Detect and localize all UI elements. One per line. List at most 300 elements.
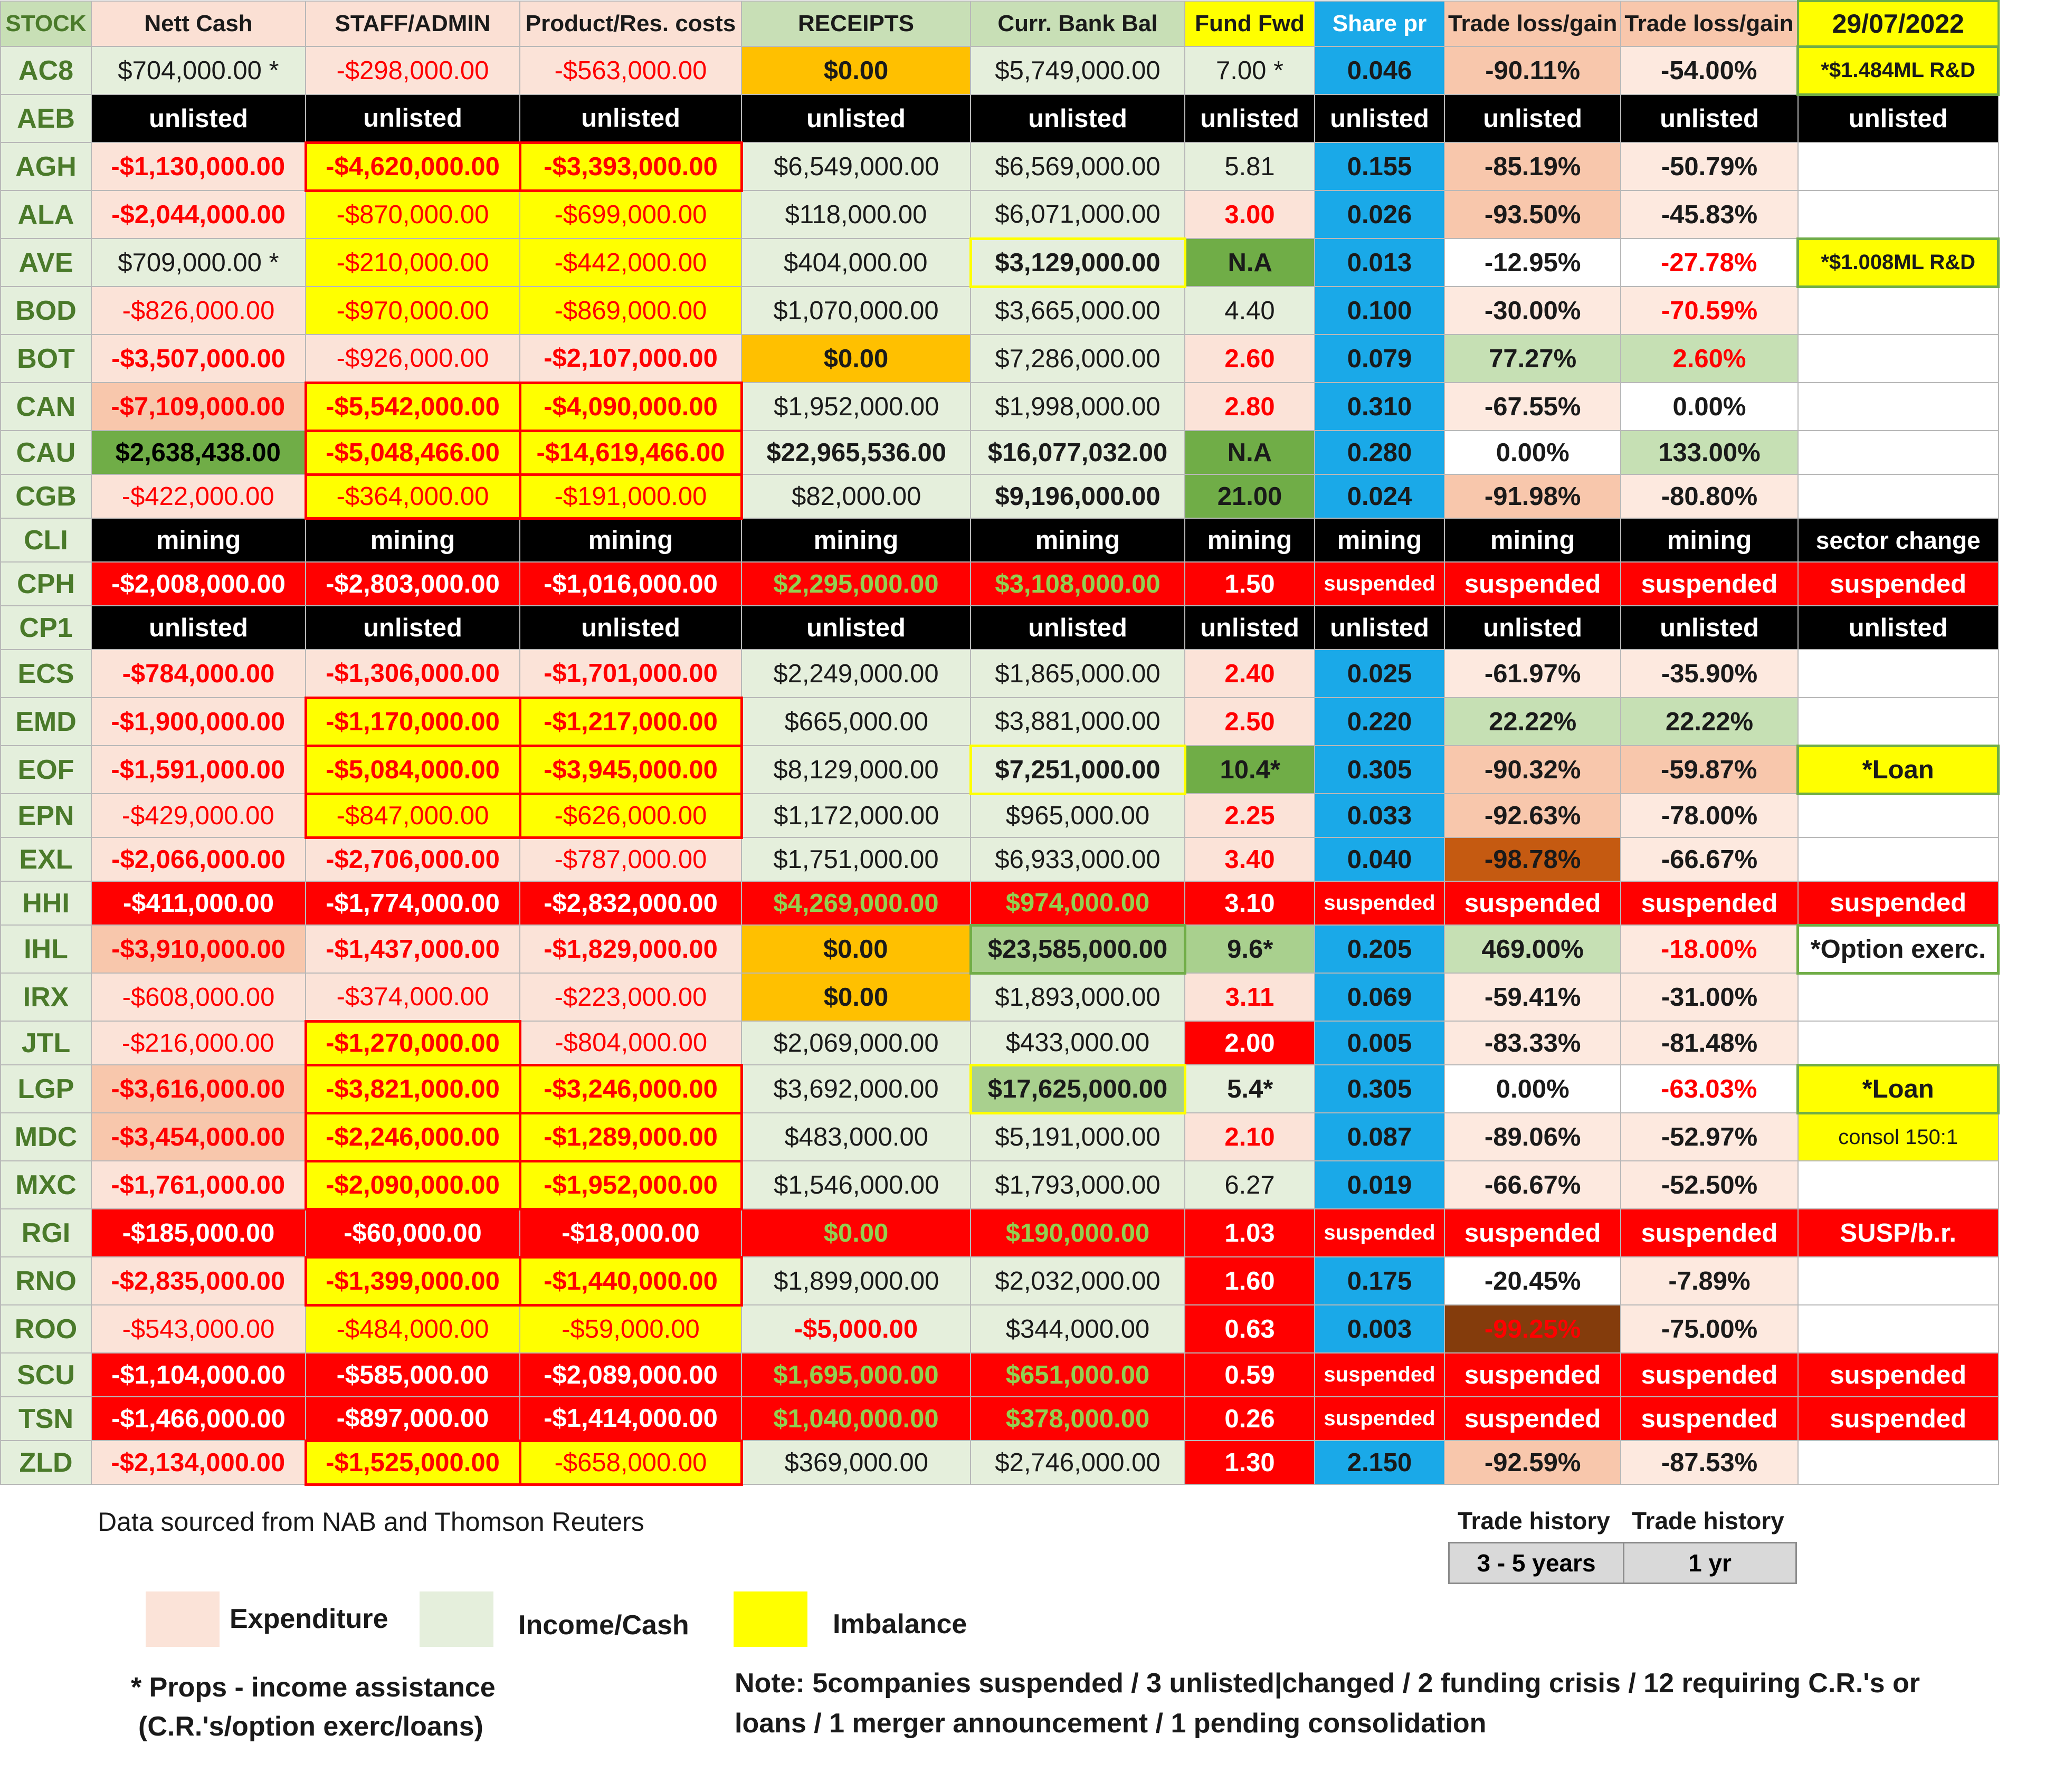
stock-code: ZLD: [1, 1441, 91, 1484]
table-row: [1, 562, 1999, 606]
data-cell: -31.00%: [1621, 973, 1797, 1021]
data-cell: -35.90%: [1621, 650, 1797, 698]
data-cell: -$1,774,000.00: [306, 881, 520, 925]
data-cell: -$784,000.00: [91, 650, 306, 698]
data-cell: unlisted: [1621, 606, 1797, 650]
data-cell: $1,070,000.00: [741, 287, 971, 335]
data-cell: -$5,542,000.00: [306, 383, 520, 431]
stock-code: AC8: [1, 46, 91, 94]
data-cell: 2.150: [1315, 1441, 1444, 1484]
data-cell: [1798, 383, 1999, 431]
data-cell: $6,549,000.00: [741, 142, 971, 190]
table-row: [1, 1257, 1999, 1305]
data-cell: $6,933,000.00: [971, 837, 1185, 881]
data-cell: unlisted: [741, 94, 971, 142]
data-cell: -$374,000.00: [306, 973, 520, 1021]
summary-line-2: loans / 1 merger announcement / 1 pending consolidation: [735, 1708, 1487, 1739]
data-cell: 0.069: [1315, 973, 1444, 1021]
data-cell: -$1,306,000.00: [306, 650, 520, 698]
stock-code: RGI: [1, 1209, 91, 1257]
stock-code: BOT: [1, 335, 91, 383]
header-cell-10: Trade loss/gain: [1621, 1, 1797, 46]
data-cell: [1798, 1441, 1999, 1484]
data-cell: $7,286,000.00: [971, 335, 1185, 383]
data-cell: 0.040: [1315, 837, 1444, 881]
data-cell: -$1,761,000.00: [91, 1161, 306, 1209]
data-cell: -$1,016,000.00: [520, 562, 741, 606]
data-cell: -80.80%: [1621, 474, 1797, 518]
stock-code: EPN: [1, 794, 91, 837]
data-cell: unlisted: [520, 606, 741, 650]
data-cell: mining: [1444, 518, 1621, 562]
data-cell: -50.79%: [1621, 142, 1797, 190]
data-cell: 0.087: [1315, 1113, 1444, 1161]
data-cell: -67.55%: [1444, 383, 1621, 431]
data-cell: $369,000.00: [741, 1441, 971, 1484]
data-cell: -98.78%: [1444, 837, 1621, 881]
data-cell: -$826,000.00: [91, 287, 306, 335]
data-cell: -$3,910,000.00: [91, 925, 306, 973]
data-cell: -$191,000.00: [520, 474, 741, 518]
legend-income-label: Income/Cash: [518, 1610, 689, 1641]
stock-code: ECS: [1, 650, 91, 698]
data-cell: suspended: [1798, 1397, 1999, 1441]
legend-expenditure-swatch: [146, 1591, 220, 1647]
data-cell: -$1,701,000.00: [520, 650, 741, 698]
data-cell: [1798, 1021, 1999, 1065]
table-row: [1, 1209, 1999, 1257]
data-cell: unlisted: [1185, 94, 1315, 142]
stock-code: CGB: [1, 474, 91, 518]
data-cell: $23,585,000.00: [971, 925, 1185, 973]
data-cell: unlisted: [1315, 606, 1444, 650]
data-cell: $2,032,000.00: [971, 1257, 1185, 1305]
table-row: [1, 650, 1999, 698]
data-cell: [1798, 142, 1999, 190]
data-cell: mining: [1185, 518, 1315, 562]
data-cell: -$847,000.00: [306, 794, 520, 837]
data-cell: 21.00: [1185, 474, 1315, 518]
data-cell: [1798, 837, 1999, 881]
data-cell: 3.11: [1185, 973, 1315, 1021]
data-cell: -52.97%: [1621, 1113, 1797, 1161]
data-cell: $1,998,000.00: [971, 383, 1185, 431]
data-cell: -$2,107,000.00: [520, 335, 741, 383]
stock-code: CP1: [1, 606, 91, 650]
data-cell: $8,129,000.00: [741, 746, 971, 794]
table-row: [1, 287, 1999, 335]
trade-history-label-1: Trade history: [1458, 1507, 1610, 1534]
data-cell: $1,546,000.00: [741, 1161, 971, 1209]
data-cell: 0.59: [1185, 1353, 1315, 1397]
data-cell: 3.00: [1185, 190, 1315, 239]
data-cell: mining: [1315, 518, 1444, 562]
data-cell: *$1.484ML R&D: [1798, 46, 1999, 94]
header-cell-8: Share pr: [1315, 1, 1444, 46]
data-cell: [1798, 794, 1999, 837]
data-cell: -$1,104,000.00: [91, 1353, 306, 1397]
data-cell: unlisted: [1444, 606, 1621, 650]
header-row: [1, 1, 1999, 46]
data-cell: 0.019: [1315, 1161, 1444, 1209]
table-row: [1, 698, 1999, 746]
data-cell: 469.00%: [1444, 925, 1621, 973]
data-cell: SUSP/b.r.: [1798, 1209, 1999, 1257]
table-row: [1, 1305, 1999, 1353]
data-cell: $5,749,000.00: [971, 46, 1185, 94]
data-cell: $190,000.00: [971, 1209, 1185, 1257]
table-row: [1, 1161, 1999, 1209]
stock-code: AVE: [1, 239, 91, 287]
data-cell: $118,000.00: [741, 190, 971, 239]
data-cell: -$869,000.00: [520, 287, 741, 335]
data-cell: -$2,706,000.00: [306, 837, 520, 881]
data-cell: -$658,000.00: [520, 1441, 741, 1484]
data-cell: suspended: [1444, 1397, 1621, 1441]
data-cell: 0.310: [1315, 383, 1444, 431]
data-cell: -$223,000.00: [520, 973, 741, 1021]
data-cell: $974,000.00: [971, 881, 1185, 925]
data-cell: $3,881,000.00: [971, 698, 1185, 746]
legend-income-swatch: [420, 1591, 493, 1647]
data-cell: $4,269,000.00: [741, 881, 971, 925]
data-cell: suspended: [1798, 562, 1999, 606]
source-note: Data sourced from NAB and Thomson Reuters: [98, 1507, 644, 1537]
data-cell: $344,000.00: [971, 1305, 1185, 1353]
data-cell: suspended: [1621, 1209, 1797, 1257]
stock-code: BOD: [1, 287, 91, 335]
data-cell: *$1.008ML R&D: [1798, 239, 1999, 287]
data-cell: -$5,000.00: [741, 1305, 971, 1353]
data-cell: unlisted: [1798, 94, 1999, 142]
data-cell: 0.026: [1315, 190, 1444, 239]
footnote-line-2: (C.R.'s/option exerc/loans): [138, 1711, 483, 1742]
data-cell: -99.25%: [1444, 1305, 1621, 1353]
stock-code: ROO: [1, 1305, 91, 1353]
data-cell: 0.013: [1315, 239, 1444, 287]
data-cell: -45.83%: [1621, 190, 1797, 239]
data-cell: -20.45%: [1444, 1257, 1621, 1305]
data-cell: -$5,048,466.00: [306, 431, 520, 474]
data-cell: 2.40: [1185, 650, 1315, 698]
data-cell: -$1,289,000.00: [520, 1113, 741, 1161]
data-cell: -66.67%: [1444, 1161, 1621, 1209]
legend-imbalance-label: Imbalance: [833, 1609, 967, 1640]
data-cell: unlisted: [1315, 94, 1444, 142]
table-row: [1, 474, 1999, 518]
data-cell: suspended: [1444, 562, 1621, 606]
data-cell: -61.97%: [1444, 650, 1621, 698]
data-cell: suspended: [1315, 881, 1444, 925]
data-cell: [1798, 431, 1999, 474]
data-cell: 0.00%: [1444, 431, 1621, 474]
table-row: [1, 383, 1999, 431]
stock-code: ALA: [1, 190, 91, 239]
data-cell: 0.63: [1185, 1305, 1315, 1353]
data-cell: -$3,246,000.00: [520, 1065, 741, 1113]
data-cell: -$1,525,000.00: [306, 1441, 520, 1484]
data-cell: sector change: [1798, 518, 1999, 562]
data-cell: -$1,440,000.00: [520, 1257, 741, 1305]
data-cell: [1798, 1161, 1999, 1209]
data-cell: 77.27%: [1444, 335, 1621, 383]
date-cell: 29/07/2022: [1798, 1, 1999, 46]
data-cell: $0.00: [741, 1209, 971, 1257]
table-row: [1, 746, 1999, 794]
data-cell: -$1,217,000.00: [520, 698, 741, 746]
trade-history-period-2: 1 yr: [1623, 1542, 1797, 1584]
data-cell: 0.155: [1315, 142, 1444, 190]
data-cell: -90.11%: [1444, 46, 1621, 94]
data-cell: -78.00%: [1621, 794, 1797, 837]
data-cell: $2,249,000.00: [741, 650, 971, 698]
data-cell: suspended: [1621, 1353, 1797, 1397]
data-cell: -$216,000.00: [91, 1021, 306, 1065]
header-cell-2: Nett Cash: [91, 1, 306, 46]
data-cell: [1798, 973, 1999, 1021]
data-cell: -59.41%: [1444, 973, 1621, 1021]
data-cell: 0.205: [1315, 925, 1444, 973]
data-cell: -27.78%: [1621, 239, 1797, 287]
data-cell: $1,899,000.00: [741, 1257, 971, 1305]
data-cell: $6,071,000.00: [971, 190, 1185, 239]
data-cell: -90.32%: [1444, 746, 1621, 794]
data-cell: $17,625,000.00: [971, 1065, 1185, 1113]
stock-code: TSN: [1, 1397, 91, 1441]
data-cell: suspended: [1798, 1353, 1999, 1397]
data-cell: 0.079: [1315, 335, 1444, 383]
data-cell: -$2,008,000.00: [91, 562, 306, 606]
data-cell: unlisted: [1185, 606, 1315, 650]
data-cell: -$3,393,000.00: [520, 142, 741, 190]
data-cell: -$442,000.00: [520, 239, 741, 287]
data-cell: $1,952,000.00: [741, 383, 971, 431]
data-cell: -83.33%: [1444, 1021, 1621, 1065]
data-cell: suspended: [1315, 1209, 1444, 1257]
data-cell: 6.27: [1185, 1161, 1315, 1209]
data-cell: 2.00: [1185, 1021, 1315, 1065]
data-cell: 0.025: [1315, 650, 1444, 698]
data-cell: -85.19%: [1444, 142, 1621, 190]
data-cell: 0.26: [1185, 1397, 1315, 1441]
data-cell: $3,108,000.00: [971, 562, 1185, 606]
summary-line-1: Note: 5companies suspended / 3 unlisted|changed / 2 funding crisis / 12 requiring C.R.'s or: [735, 1668, 1920, 1699]
data-cell: -$2,090,000.00: [306, 1161, 520, 1209]
data-cell: -18.00%: [1621, 925, 1797, 973]
table-row: [1, 1065, 1999, 1113]
data-cell: -$2,832,000.00: [520, 881, 741, 925]
table-row: [1, 239, 1999, 287]
data-cell: $16,077,032.00: [971, 431, 1185, 474]
data-cell: $483,000.00: [741, 1113, 971, 1161]
table-row: [1, 142, 1999, 190]
data-cell: unlisted: [520, 94, 741, 142]
data-cell: 0.003: [1315, 1305, 1444, 1353]
data-cell: 5.81: [1185, 142, 1315, 190]
header-cell-1: STOCK: [1, 1, 91, 46]
stock-code: CLI: [1, 518, 91, 562]
data-cell: 4.40: [1185, 287, 1315, 335]
data-cell: suspended: [1315, 1353, 1444, 1397]
data-cell: -54.00%: [1621, 46, 1797, 94]
data-cell: mining: [1621, 518, 1797, 562]
table-row: [1, 794, 1999, 837]
data-cell: -$60,000.00: [306, 1209, 520, 1257]
data-cell: $1,172,000.00: [741, 794, 971, 837]
data-cell: mining: [91, 518, 306, 562]
data-cell: 7.00 *: [1185, 46, 1315, 94]
header-cell-4: Product/Res. costs: [520, 1, 741, 46]
data-cell: 0.005: [1315, 1021, 1444, 1065]
header-cell-7: Fund Fwd: [1185, 1, 1315, 46]
data-cell: suspended: [1621, 1397, 1797, 1441]
data-cell: mining: [741, 518, 971, 562]
data-cell: -$210,000.00: [306, 239, 520, 287]
data-cell: -$970,000.00: [306, 287, 520, 335]
stock-code: MDC: [1, 1113, 91, 1161]
data-cell: $1,893,000.00: [971, 973, 1185, 1021]
data-cell: unlisted: [971, 606, 1185, 650]
data-cell: $3,129,000.00: [971, 239, 1185, 287]
data-cell: -30.00%: [1444, 287, 1621, 335]
data-cell: unlisted: [971, 94, 1185, 142]
data-cell: $709,000.00 *: [91, 239, 306, 287]
data-cell: -75.00%: [1621, 1305, 1797, 1353]
data-cell: $9,196,000.00: [971, 474, 1185, 518]
legend-expenditure-label: Expenditure: [230, 1604, 388, 1634]
data-cell: -89.06%: [1444, 1113, 1621, 1161]
data-cell: -$185,000.00: [91, 1209, 306, 1257]
data-cell: $6,569,000.00: [971, 142, 1185, 190]
data-cell: -66.67%: [1621, 837, 1797, 881]
data-cell: suspended: [1621, 562, 1797, 606]
data-cell: 2.80: [1185, 383, 1315, 431]
data-cell: 1.60: [1185, 1257, 1315, 1305]
data-cell: unlisted: [91, 94, 306, 142]
table-row: [1, 925, 1999, 973]
data-cell: suspended: [1315, 562, 1444, 606]
data-cell: *Option exerc.: [1798, 925, 1999, 973]
data-cell: -$2,246,000.00: [306, 1113, 520, 1161]
data-cell: -$2,835,000.00: [91, 1257, 306, 1305]
data-cell: unlisted: [306, 606, 520, 650]
data-cell: -63.03%: [1621, 1065, 1797, 1113]
data-cell: 0.305: [1315, 1065, 1444, 1113]
data-cell: 1.30: [1185, 1441, 1315, 1484]
data-cell: mining: [520, 518, 741, 562]
data-cell: -91.98%: [1444, 474, 1621, 518]
stock-code: JTL: [1, 1021, 91, 1065]
trade-history-period-1: 3 - 5 years: [1448, 1542, 1624, 1584]
data-cell: 3.10: [1185, 881, 1315, 925]
stock-code: CAU: [1, 431, 91, 474]
data-cell: N.A: [1185, 431, 1315, 474]
data-cell: 2.10: [1185, 1113, 1315, 1161]
data-cell: 0.046: [1315, 46, 1444, 94]
data-cell: [1798, 698, 1999, 746]
data-cell: $1,793,000.00: [971, 1161, 1185, 1209]
data-cell: $965,000.00: [971, 794, 1185, 837]
data-cell: suspended: [1798, 881, 1999, 925]
table-row: [1, 46, 1999, 94]
data-cell: suspended: [1444, 1353, 1621, 1397]
data-cell: $3,665,000.00: [971, 287, 1185, 335]
data-cell: 22.22%: [1444, 698, 1621, 746]
data-cell: $2,746,000.00: [971, 1441, 1185, 1484]
data-cell: 9.6*: [1185, 925, 1315, 973]
data-cell: unlisted: [1621, 94, 1797, 142]
data-cell: -$3,945,000.00: [520, 746, 741, 794]
stock-code: EOF: [1, 746, 91, 794]
data-cell: -$1,170,000.00: [306, 698, 520, 746]
data-cell: -92.63%: [1444, 794, 1621, 837]
stock-code: LGP: [1, 1065, 91, 1113]
data-cell: -93.50%: [1444, 190, 1621, 239]
data-cell: -$1,591,000.00: [91, 746, 306, 794]
stock-code: IHL: [1, 925, 91, 973]
data-cell: -52.50%: [1621, 1161, 1797, 1209]
data-cell: 5.4*: [1185, 1065, 1315, 1113]
data-cell: -$1,900,000.00: [91, 698, 306, 746]
data-cell: -$1,399,000.00: [306, 1257, 520, 1305]
data-cell: -$897,000.00: [306, 1397, 520, 1441]
stock-code: CPH: [1, 562, 91, 606]
table-row: [1, 1397, 1999, 1441]
data-cell: -81.48%: [1621, 1021, 1797, 1065]
data-cell: unlisted: [1798, 606, 1999, 650]
data-cell: 0.00%: [1621, 383, 1797, 431]
data-cell: mining: [306, 518, 520, 562]
data-cell: $82,000.00: [741, 474, 971, 518]
stock-code: EMD: [1, 698, 91, 746]
data-cell: N.A: [1185, 239, 1315, 287]
data-cell: [1798, 287, 1999, 335]
data-cell: -$2,134,000.00: [91, 1441, 306, 1484]
data-cell: [1798, 650, 1999, 698]
table-row: [1, 881, 1999, 925]
data-cell: 2.25: [1185, 794, 1315, 837]
data-cell: -92.59%: [1444, 1441, 1621, 1484]
data-cell: -$870,000.00: [306, 190, 520, 239]
table-row: [1, 1113, 1999, 1161]
data-cell: 0.175: [1315, 1257, 1444, 1305]
data-cell: -$626,000.00: [520, 794, 741, 837]
data-cell: 2.50: [1185, 698, 1315, 746]
table-row: [1, 1021, 1999, 1065]
data-cell: unlisted: [91, 606, 306, 650]
data-cell: -$59,000.00: [520, 1305, 741, 1353]
data-cell: -$563,000.00: [520, 46, 741, 94]
table-row: [1, 190, 1999, 239]
table-row: [1, 335, 1999, 383]
data-cell: -87.53%: [1621, 1441, 1797, 1484]
data-cell: $1,040,000.00: [741, 1397, 971, 1441]
table-row: [1, 431, 1999, 474]
table-row: [1, 518, 1999, 562]
data-cell: 0.305: [1315, 746, 1444, 794]
data-cell: 133.00%: [1621, 431, 1797, 474]
data-cell: [1798, 335, 1999, 383]
data-cell: -$4,620,000.00: [306, 142, 520, 190]
stock-code: RNO: [1, 1257, 91, 1305]
data-cell: -70.59%: [1621, 287, 1797, 335]
data-cell: -$298,000.00: [306, 46, 520, 94]
trade-history-label-2: Trade history: [1632, 1507, 1784, 1534]
data-cell: unlisted: [306, 94, 520, 142]
data-cell: mining: [971, 518, 1185, 562]
data-cell: 2.60: [1185, 335, 1315, 383]
data-cell: $22,965,536.00: [741, 431, 971, 474]
